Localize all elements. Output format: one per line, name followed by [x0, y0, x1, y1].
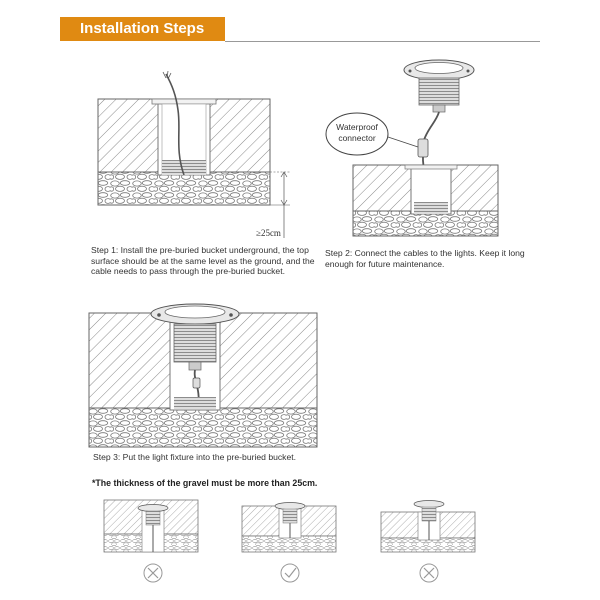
check-icon	[281, 564, 299, 582]
step3-diagram	[89, 304, 317, 447]
gravel-note: *The thickness of the gravel must be more than 25cm.	[92, 478, 318, 488]
cross-icon	[420, 564, 438, 582]
comparison-diagram-1	[104, 500, 198, 552]
page-title: Installation Steps	[80, 20, 205, 37]
step2-caption: Step 2: Connect the cables to the lights. Keep it long enough for future maintenance.	[325, 248, 525, 269]
comparison-diagram-2	[242, 503, 336, 553]
step3-caption: Step 3: Put the light fixture into the pre-buried bucket.	[93, 452, 297, 462]
step2-diagram	[326, 60, 498, 236]
comparison-diagram-3	[381, 501, 475, 553]
step1-diagram	[98, 71, 290, 238]
step1-caption: Step 1: Install the pre-buried bucket underground, the top surface should be at the same level as the ground, and the cable needs to pass through the pre-buried bucket.	[91, 245, 315, 276]
callout-label-line2: connector	[338, 133, 376, 143]
cross-icon	[144, 564, 162, 582]
callout-label-line1: Waterproof	[336, 122, 378, 132]
dimension-label: ≥25cm	[256, 228, 281, 238]
